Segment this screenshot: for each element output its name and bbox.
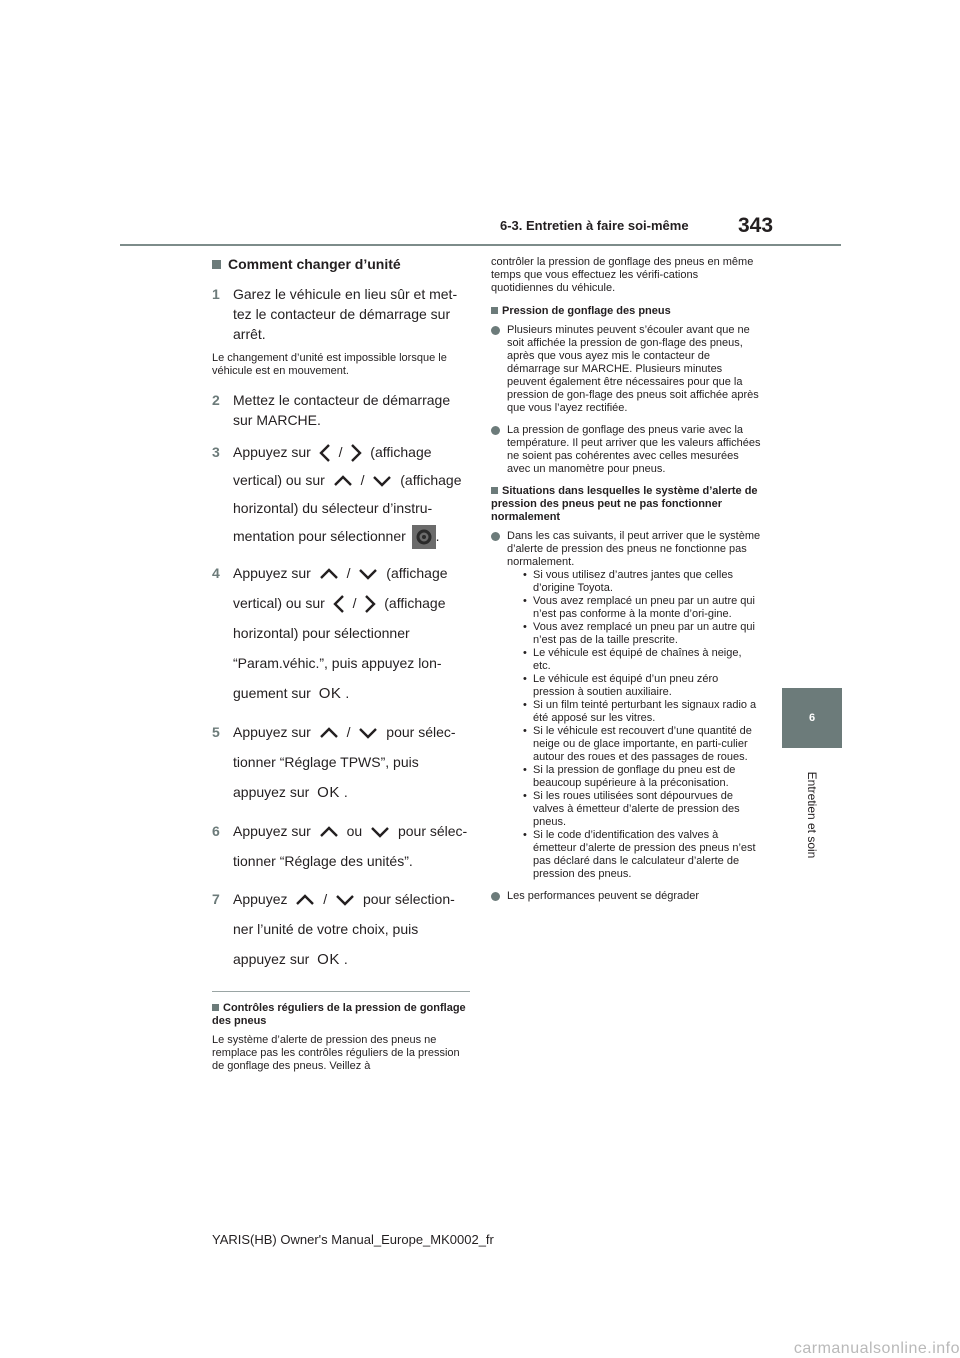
step-2 [212, 390, 470, 430]
ok-button-icon: OK [317, 784, 340, 801]
sub-list-item: • Si la pression de gonflage du pneu est de beaucoup supérieure à la préconisation. [507, 764, 761, 790]
square-bullet-icon [491, 487, 498, 494]
bullet-item [491, 324, 761, 415]
chevron-down-icon [358, 727, 378, 739]
step-text: . [345, 685, 350, 701]
chevron-left-icon [333, 594, 345, 614]
step-text: (affichage horizontal) du sélecteur d’instru-mentation pour sélectionner [233, 472, 462, 544]
step-number: 2 [212, 392, 220, 408]
step-text: pour sélec-tionner “Réglage des unités”. [233, 823, 468, 869]
step-text: . [343, 951, 348, 967]
chevron-down-icon [335, 894, 355, 906]
header-rule [120, 244, 841, 246]
subheading-tire-pressure [491, 305, 761, 318]
step-text: Garez le véhicule en lieu sûr et met-tez le contacteur de démarrage sur arrêt. [233, 286, 458, 342]
step-number: 1 [212, 286, 220, 302]
chevron-right-icon [364, 594, 376, 614]
square-bullet-icon [212, 260, 221, 269]
step-7 [212, 884, 470, 975]
heading-unit-change [212, 256, 470, 272]
sub-list-item: • Si les roues utilisées sont dépourvues de valves à émetteur d’alerte de pression des pneus. [507, 790, 761, 829]
sub-list-item: • Si vous utilisez d’autres jantes que celles d’origine Toyota. [507, 569, 761, 595]
step-text: Mettez le contacteur de démarrage sur MARCHE. [233, 392, 451, 428]
chevron-right-icon [350, 443, 362, 463]
step-6 [212, 816, 470, 876]
section-title: 6-3. Entretien à faire soi-même [500, 218, 689, 233]
bullet-text: Plusieurs minutes peuvent s’écouler avant que ne soit affichée la pression de gon-flage des pneus, après que vous ayez mis le contacteur de démarrage sur MARCHE. Plusieurs minutes peuvent également être nécessaires pour que la pression de gon-flage des pneus soit affichée après que vous l’ayez rectifiée. [507, 324, 759, 414]
chapter-tab [782, 688, 842, 748]
step-text: / [360, 472, 365, 488]
bullet-text: Dans les cas suivants, il peut arriver que le système d’alerte de pression des pneus ne fonctionne pas normalement. [507, 530, 761, 568]
step-text: (affichage horizontal) pour sélectionner “Param.véhic.”, puis appuyez lon-guement sur [233, 595, 446, 701]
step-number: 4 [212, 565, 220, 581]
step-text: pour sélec-tionner “Réglage TPWS”, puis appuyez sur [233, 724, 456, 800]
sub-list-item: • Si le code d’identification des valves à émetteur d’alerte de pression des pneus n’est pas déclaré dans le calculateur d’alerte de pression des pneus. [507, 829, 761, 881]
step-text: / [338, 444, 343, 460]
chapter-number: 6 [808, 712, 816, 724]
circle-bullet-icon [491, 892, 500, 901]
bullet-text: Les performances peuvent se dégrader [507, 890, 700, 902]
step-text: ou [346, 823, 363, 839]
subheading-malfunction-situations [491, 485, 761, 524]
step-text: pour sélection-ner l’unité de votre choix, puis appuyez sur [233, 891, 455, 967]
subheading-text: Pression de gonflage des pneus [502, 305, 671, 317]
bullet-text: La pression de gonflage des pneus varie avec la température. Il peut arriver que les valeurs affichées ne soient pas cohérentes avec celles mesurées avec un manomètre pour pneus. [507, 424, 761, 475]
step-text: Appuyez sur [233, 724, 311, 740]
step-text: / [323, 891, 328, 907]
chevron-down-icon [370, 826, 390, 838]
step-text: . [435, 528, 440, 544]
paragraph: contrôler la pression de gonflage des pneus en même temps que vous effectuez les vérifi-cations quotidiennes du véhicule. [491, 256, 754, 294]
left-column [212, 256, 470, 1083]
step-text: / [346, 724, 351, 740]
step-number: 3 [212, 444, 220, 460]
circle-bullet-icon [491, 326, 500, 335]
step-text: Appuyez sur [233, 444, 311, 460]
paragraph: Le système d’alerte de pression des pneus ne remplace pas les contrôles réguliers de la pression de gonflage des pneus. Veillez à [212, 1034, 460, 1072]
ok-button-icon: OK [317, 951, 340, 968]
chevron-down-icon [372, 475, 392, 487]
step-number: 5 [212, 724, 220, 740]
step-number: 7 [212, 891, 220, 907]
circle-bullet-icon [491, 532, 500, 541]
chapter-label [797, 760, 827, 870]
square-bullet-icon [491, 307, 498, 314]
subheading-text: Contrôles réguliers de la pression de gonflage des pneus [212, 1002, 466, 1027]
step-number: 6 [212, 823, 220, 839]
bullet-item [491, 530, 761, 881]
square-bullet-icon [212, 1004, 219, 1011]
circle-bullet-icon [491, 426, 500, 435]
step-4 [212, 558, 470, 709]
step-text: Appuyez sur [233, 823, 311, 839]
sub-list-item: • Si le véhicule est recouvert d’une quantité de neige ou de glace importante, en parti-culier autour des roues et des passages de roues. [507, 725, 761, 764]
sub-list-item: • Le véhicule est équipé de chaînes à neige, etc. [507, 647, 761, 673]
step-5 [212, 717, 470, 808]
note-text: Le changement d’unité est impossible lorsque le véhicule est en mouvement. [212, 352, 447, 377]
bullet-item [491, 890, 761, 903]
sub-list-item: • Si un film teinté perturbant les signaux radio a été apposé sur les vitres. [507, 699, 761, 725]
step-text: Appuyez sur [233, 565, 311, 581]
chapter-label-text: Entretien et soin [805, 771, 819, 859]
step-text: / [352, 595, 357, 611]
right-column [491, 256, 761, 912]
step-text: (affichage vertical) ou sur [233, 565, 448, 611]
chevron-up-icon [319, 727, 339, 739]
sub-list-item: • Vous avez remplacé un pneu par un autre qui n’est pas conforme à la monte d’ori-gine. [507, 595, 761, 621]
watermark: carmanualsonline.info [793, 1340, 960, 1357]
step-3 [212, 438, 470, 550]
settings-gear-icon [412, 525, 436, 549]
chevron-down-icon [358, 568, 378, 580]
subheading-regular-checks [212, 1002, 470, 1028]
section-divider [212, 991, 470, 992]
step-text: Appuyez [233, 891, 288, 907]
chevron-up-icon [295, 894, 315, 906]
subheading-text: Situations dans lesquelles le système d’alerte de pression des pneus peut ne pas fonctionner normalement [491, 485, 758, 523]
heading-text: Comment changer d’unité [228, 256, 401, 272]
bullet-item [491, 424, 761, 476]
sub-list-item: • Le véhicule est équipé d’un pneu zéro pression à soutien auxiliaire. [507, 673, 761, 699]
step-text: (affichage vertical) ou sur [233, 444, 432, 488]
chevron-left-icon [319, 443, 331, 463]
ok-button-icon: OK [318, 685, 342, 702]
page-number: 343 [738, 214, 774, 237]
chevron-up-icon [319, 826, 339, 838]
chevron-up-icon [319, 568, 339, 580]
footer-text: YARIS(HB) Owner's Manual_Europe_MK0002_fr [212, 1232, 494, 1247]
sub-list-item: • Vous avez remplacé un pneu par un autre qui n’est pas de la taille prescrite. [507, 621, 761, 647]
step-1 [212, 284, 470, 344]
chevron-up-icon [333, 475, 353, 487]
step-text: / [346, 565, 351, 581]
step-text: . [343, 784, 348, 800]
